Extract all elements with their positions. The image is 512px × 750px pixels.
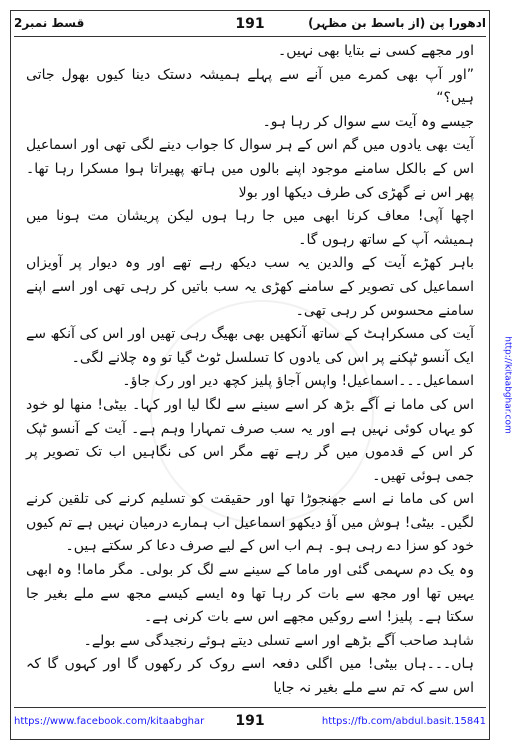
author-facebook-link[interactable]: https://fb.com/abdul.basit.15841	[321, 716, 486, 727]
paragraph: آیت کی مسکراہٹ کے ساتھ آنکھیں بھی بھیگ رہی تھیں اور اس کی آنکھ سے ایک آنسو ٹپکنے پر اس کی یادوں کا تسلسل ٹوٹ گیا تو وہ چلانے لگی۔	[26, 326, 474, 366]
paragraph: آیت بھی یادوں میں گم اس کے ہر سوال کا جواب دینے لگی تھی اور اسماعیل اس کے بالکل سامنے موجود اپنے بالوں میں ہاتھ پھیراتا ہوا مسکرا رہا تھا۔ پھر اس نے گھڑی کی طرف دیکھا اور بولا	[26, 137, 474, 201]
facebook-link[interactable]: https://www.facebook.com/kitaabghar	[14, 716, 205, 727]
story-body	[26, 40, 474, 704]
installment-label: قسط نمبر2	[14, 16, 85, 30]
paragraph: جیسے وہ آیت سے سوال کر رہا ہو۔	[262, 113, 474, 130]
paragraph: ہاں۔۔۔ہاں بیٹی! میں اگلی دفعہ اسے روک کر رکھوں گا اور کہوں گا کہ اس سے کہ تم سے ملے بغیر نہ جایا	[26, 656, 474, 697]
paragraph: اور مجھے کسی نے بتایا بھی نہیں۔	[278, 43, 474, 59]
paragraph: اچھا آپی! معاف کرنا ابھی میں جا رہا ہوں لیکن پریشان مت ہونا میں ہمیشہ آپ کے ساتھ رہوں گا۔	[26, 208, 474, 248]
paragraph: اس کی ماما نے آگے بڑھ کر اسے سینے سے لگا لیا اور کہا۔ بیٹی! منھا لو خود کو یہاں کوئی نہیں ہے اور یہ سب صرف تمہارا وہم ہے۔ آیت کے آنسو ٹپک کر اس کے قدموں میں گر رہے تھے مگر اس کی نگاہیں اب تک تصویر پر جمی ہوئی تھیں۔	[26, 396, 474, 484]
paragraph: وہ یک دم سہمی گئی اور ماما کے سینے سے لگ کر بولی۔ مگر ماما! وہ ابھی یہیں تھا اور مجھ سے بات کر رہا تھا وہ ایسے کیسے مجھ سے ملے بغیر جا سکتا ہے۔ پلیز! اسے روکیں مجھے اس سے بات کرنی ہے۔	[26, 562, 474, 626]
page-header	[14, 14, 486, 38]
page-footer	[14, 713, 486, 733]
paragraph: اسماعیل۔۔۔اسماعیل! واپس آجاؤ پلیز کچھ دیر اور رک جاؤ۔	[122, 373, 474, 390]
paragraph: ”اور آپ بھی کمرے میں آنے سے پہلے ہمیشہ دستک دینا کیوں بھول جاتی ہیں؟“	[26, 66, 474, 107]
header-divider	[14, 36, 486, 37]
paragraph: باہر کھڑے آیت کے والدین یہ سب دیکھ رہے تھے اور وہ دیوار پر آویزاں اسماعیل کی تصویر کے سامنے کھڑی یہ سب باتیں کر رہی تھی اور اسے اپنے سامنے محسوس کر رہی تھی۔	[26, 255, 474, 319]
paragraph: شاہد صاحب آگے بڑھے اور اسے تسلی دیتے ہوئے رنجیدگی سے بولے۔	[83, 632, 474, 649]
page-number-top: 191	[235, 16, 265, 32]
footer-divider	[14, 707, 486, 708]
page-number-bottom: 191	[235, 713, 265, 729]
book-title: ادھورا پن (از باسط بن مظہر)	[308, 16, 486, 30]
paragraph: اس کی ماما نے اسے جھنجوڑا تھا اور حقیقت کو تسلیم کرنے کی تلقین کرنے لگیں۔ بیٹی! ہوش میں آؤ دیکھو اسماعیل اب ہمارے درمیان نہیں ہے تم کیوں خود کو سزا دے رہی ہو۔ ہم اب اس کے لیے صرف دعا کر سکتے ہیں۔	[26, 491, 474, 555]
side-link-right[interactable]: http://kitaabghar.com	[502, 336, 512, 434]
